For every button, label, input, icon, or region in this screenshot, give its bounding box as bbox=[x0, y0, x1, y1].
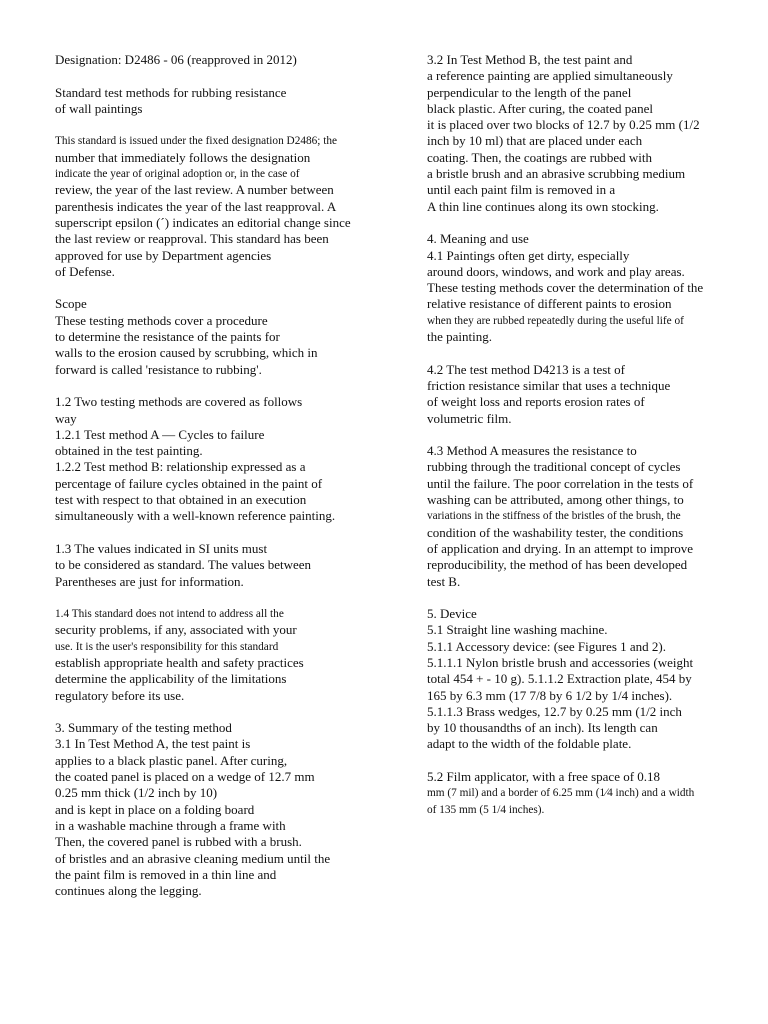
text-line: 3.1 In Test Method A, the test paint is bbox=[55, 736, 251, 752]
text-line: 165 by 6.3 mm (17 7/8 by 6 1/2 by 1/4 inches). bbox=[427, 687, 673, 703]
text-line: way bbox=[55, 410, 77, 426]
text-line: in a washable machine through a frame with bbox=[55, 817, 286, 833]
text-line: These testing methods cover the determination of the bbox=[427, 280, 704, 296]
text-line: of weight loss and reports erosion rates of bbox=[427, 394, 645, 410]
text-line: the last review or reapproval. This standard has been bbox=[55, 231, 329, 247]
text-line: test B. bbox=[427, 573, 461, 589]
text-line: regulatory before its use. bbox=[55, 687, 185, 703]
text-line: inch by 10 ml) that are placed under each bbox=[427, 133, 643, 149]
text-line: parenthesis indicates the year of the last reapproval. A bbox=[55, 198, 337, 214]
text-line: when they are rubbed repeatedly during the useful life of bbox=[427, 314, 684, 327]
text-line: of Defense. bbox=[55, 263, 115, 279]
text-line: to be considered as standard. The values between bbox=[55, 557, 312, 573]
text-line: to determine the resistance of the paints for bbox=[55, 329, 280, 345]
text-line: review, the year of the last review. A number between bbox=[55, 182, 334, 198]
text-line: 4. Meaning and use bbox=[427, 231, 529, 247]
paragraph-gap bbox=[55, 525, 395, 541]
paragraph-gap bbox=[427, 590, 762, 606]
paragraph-gap bbox=[55, 704, 395, 720]
text-line: 5. Device bbox=[427, 606, 477, 622]
text-line: friction resistance similar that uses a technique bbox=[427, 377, 671, 393]
text-line: number that immediately follows the designation bbox=[55, 149, 311, 165]
text-line: continues along the legging. bbox=[55, 883, 202, 899]
text-line: around doors, windows, and work and play areas. bbox=[427, 263, 685, 279]
text-line: use. It is the user's responsibility for this standard bbox=[55, 640, 279, 653]
text-line: superscript epsilon (´) indicates an editorial change since bbox=[55, 214, 351, 230]
text-line: condition of the washability tester, the conditions bbox=[427, 524, 684, 540]
text-line: forward is called 'resistance to rubbing'. bbox=[55, 361, 262, 377]
text-line: A thin line continues along its own stocking. bbox=[427, 198, 659, 214]
text-line: test with respect to that obtained in an execution bbox=[55, 492, 307, 508]
text-line: perpendicular to the length of the panel bbox=[427, 84, 632, 100]
text-line: the paint film is removed in a thin line and bbox=[55, 866, 277, 882]
text-line: 5.1.1 Accessory device: (see Figures 1 and 2). bbox=[427, 638, 666, 654]
text-line: of wall paintings bbox=[55, 100, 143, 116]
text-line: by 10 thousandths of an inch). Its length can bbox=[427, 720, 658, 736]
text-line: Parentheses are just for information. bbox=[55, 573, 244, 589]
text-line: until each paint film is removed in a bbox=[427, 182, 616, 198]
text-line: This standard is issued under the fixed designation D2486; the bbox=[55, 135, 338, 148]
text-line: 0.25 mm thick (1/2 inch by 10) bbox=[55, 785, 218, 801]
text-line: Scope bbox=[55, 296, 87, 312]
text-line: volumetric film. bbox=[427, 410, 512, 426]
text-line: 1.2 Two testing methods are covered as follows bbox=[55, 394, 303, 410]
text-line: mm (7 mil) and a border of 6.25 mm (1⁄4 inch) and a width bbox=[427, 787, 695, 800]
text-line: security problems, if any, associated with your bbox=[55, 622, 297, 638]
text-line: relative resistance of different paints to erosion bbox=[427, 296, 672, 312]
text-line: until the failure. The poor correlation in the tests of bbox=[427, 475, 694, 491]
text-line: 4.2 The test method D4213 is a test of bbox=[427, 361, 625, 377]
text-line: Standard test methods for rubbing resistance bbox=[55, 84, 287, 100]
paragraph-gap bbox=[55, 117, 395, 133]
text-line: 1.2.1 Test method A — Cycles to failure bbox=[55, 426, 265, 442]
text-line: 1.4 This standard does not intend to address all the bbox=[55, 608, 284, 621]
text-line: 5.1.1.1 Nylon bristle brush and accessories (weight bbox=[427, 654, 694, 670]
paragraph-gap bbox=[55, 68, 395, 84]
text-line: washing can be attributed, among other things, to bbox=[427, 492, 684, 508]
text-line: a reference painting are applied simultaneously bbox=[427, 68, 673, 84]
paragraph-gap bbox=[55, 378, 395, 394]
text-line: adapt to the width of the foldable plate. bbox=[427, 736, 632, 752]
text-line: black plastic. After curing, the coated panel bbox=[427, 100, 653, 116]
text-line: 4.3 Method A measures the resistance to bbox=[427, 443, 637, 459]
paragraph-gap bbox=[427, 427, 762, 443]
text-line: total 454 + - 10 g). 5.1.1.2 Extraction plate, 454 by bbox=[427, 671, 692, 687]
text-line: 3.2 In Test Method B, the test paint and bbox=[427, 52, 633, 67]
text-line: Designation: D2486 - 06 (reapproved in 2012) bbox=[55, 52, 297, 67]
text-line: it is placed over two blocks of 12.7 by 0.25 mm (1/2 bbox=[427, 117, 700, 133]
text-line: of application and drying. In an attempt to improve bbox=[427, 540, 694, 556]
text-line: 4.1 Paintings often get dirty, especially bbox=[427, 247, 630, 263]
text-line: 1.3 The values indicated in SI units must bbox=[55, 540, 268, 556]
text-line: variations in the stiffness of the bristles of the brush, the bbox=[427, 510, 681, 523]
text-line: reproducibility, the method of has been developed bbox=[427, 557, 688, 573]
text-line: and is kept in place on a folding board bbox=[55, 801, 255, 817]
text-line: determine the applicability of the limitations bbox=[55, 671, 287, 687]
text-line: applies to a black plastic panel. After curing, bbox=[55, 752, 288, 768]
text-line: the coated panel is placed on a wedge of 12.7 mm bbox=[55, 769, 315, 785]
left-column bbox=[55, 52, 395, 899]
text-line: These testing methods cover a procedure bbox=[55, 312, 268, 328]
right-column bbox=[427, 52, 762, 818]
text-line: 3. Summary of the testing method bbox=[55, 720, 232, 736]
text-line: of 135 mm (5 1/4 inches). bbox=[427, 803, 545, 816]
text-line: a bristle brush and an abrasive scrubbing medium bbox=[427, 166, 686, 182]
text-line: rubbing through the traditional concept of cycles bbox=[427, 459, 681, 475]
paragraph-gap bbox=[427, 345, 762, 361]
text-line: 5.1.1.3 Brass wedges, 12.7 by 0.25 mm (1/2 inch bbox=[427, 703, 682, 719]
text-line: walls to the erosion caused by scrubbing, which in bbox=[55, 345, 318, 361]
paragraph-gap bbox=[55, 280, 395, 296]
text-line: simultaneously with a well-known reference painting. bbox=[55, 508, 336, 524]
text-line: percentage of failure cycles obtained in the paint of bbox=[55, 475, 323, 491]
text-line: of bristles and an abrasive cleaning medium until the bbox=[55, 850, 331, 866]
paragraph-gap bbox=[427, 215, 762, 231]
paragraph-gap bbox=[55, 590, 395, 606]
text-line: Then, the covered panel is rubbed with a brush. bbox=[55, 834, 302, 850]
text-line: 5.2 Film applicator, with a free space of 0.18 bbox=[427, 769, 661, 785]
text-line: obtained in the test painting. bbox=[55, 443, 203, 459]
text-line: 1.2.2 Test method B: relationship expressed as a bbox=[55, 459, 306, 475]
text-line: approved for use by Department agencies bbox=[55, 247, 272, 263]
paragraph-gap bbox=[427, 753, 762, 769]
text-line: coating. Then, the coatings are rubbed with bbox=[427, 149, 653, 165]
text-line: establish appropriate health and safety practices bbox=[55, 654, 304, 670]
text-line: 5.1 Straight line washing machine. bbox=[427, 622, 608, 638]
text-line: the painting. bbox=[427, 329, 492, 345]
text-line: indicate the year of original adoption or, in the case of bbox=[55, 168, 300, 181]
